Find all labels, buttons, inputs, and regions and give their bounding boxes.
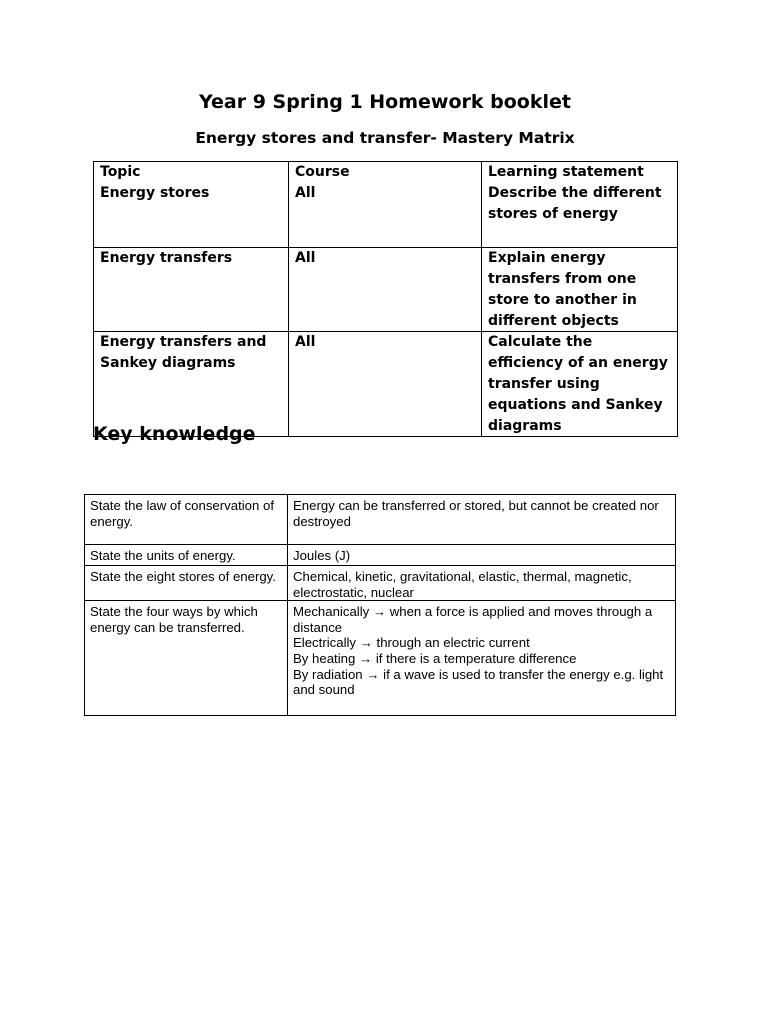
document-subtitle: Energy stores and transfer- Mastery Matrix bbox=[195, 129, 575, 147]
table-row bbox=[85, 545, 676, 566]
question-cell: State the units of energy. bbox=[85, 545, 288, 566]
table-row bbox=[85, 601, 676, 716]
answer-cell: Chemical, kinetic, gravitational, elastic, thermal, magnetic, electrostatic, nuclear bbox=[288, 566, 676, 601]
question-cell: State the eight stores of energy. bbox=[85, 566, 288, 601]
answer-cell: Mechanically → when a force is applied and moves through a distance Electrically → through an electric current By heating → if there is a temperature difference By radiation → if a wave is used to transfer the energy e.g. light and sound bbox=[288, 601, 676, 716]
key-knowledge-table bbox=[84, 494, 676, 716]
question-cell: State the law of conservation of energy. bbox=[85, 495, 288, 545]
topic-cell: Energy stores bbox=[94, 183, 289, 248]
table-row bbox=[94, 183, 678, 248]
document-title: Year 9 Spring 1 Homework booklet bbox=[199, 91, 571, 113]
topic-cell: Energy transfers bbox=[94, 248, 289, 332]
header-learning-statement: Learning statement bbox=[482, 162, 678, 183]
topic-cell: Energy transfers and Sankey diagrams bbox=[94, 332, 289, 437]
question-cell: State the four ways by which energy can be transferred. bbox=[85, 601, 288, 716]
course-cell: All bbox=[289, 248, 482, 332]
learning-statement-cell: Explain energy transfers from one store to another in different objects bbox=[482, 248, 678, 332]
answer-cell: Joules (J) bbox=[288, 545, 676, 566]
course-cell: All bbox=[289, 332, 482, 437]
table-row bbox=[94, 248, 678, 332]
key-knowledge-heading: Key knowledge bbox=[93, 423, 256, 445]
header-topic: Topic bbox=[94, 162, 289, 183]
table-header-row bbox=[94, 162, 678, 183]
table-row bbox=[85, 566, 676, 601]
learning-statement-cell: Describe the different stores of energy bbox=[482, 183, 678, 248]
mastery-matrix-table bbox=[93, 161, 678, 437]
course-cell: All bbox=[289, 183, 482, 248]
header-course: Course bbox=[289, 162, 482, 183]
table-row bbox=[85, 495, 676, 545]
answer-cell: Energy can be transferred or stored, but cannot be created nor destroyed bbox=[288, 495, 676, 545]
learning-statement-cell: Calculate the efficiency of an energy transfer using equations and Sankey diagrams bbox=[482, 332, 678, 437]
